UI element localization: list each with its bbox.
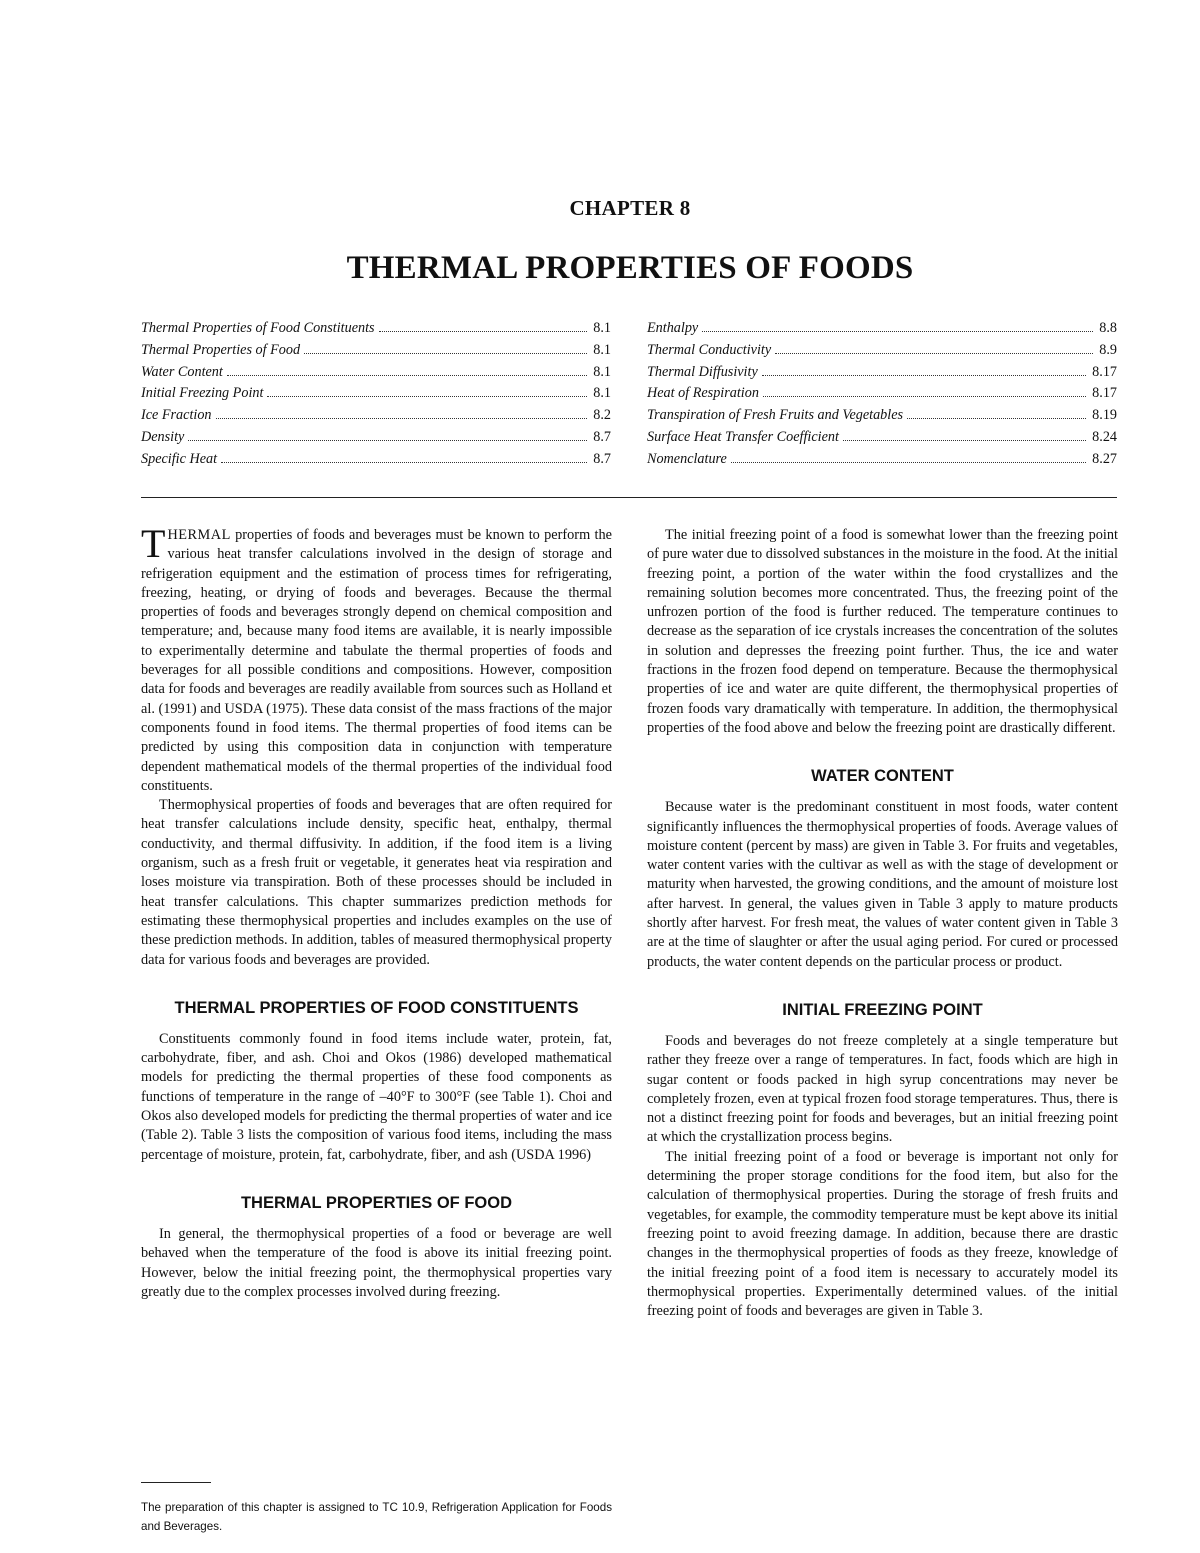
toc-entry-page: 8.2 [593, 407, 611, 424]
toc-entry-page: 8.8 [1099, 320, 1117, 336]
toc-entry[interactable] [141, 407, 611, 429]
toc-entry[interactable] [647, 429, 1117, 451]
toc-entry-title: Heat of Respiration [647, 385, 759, 402]
toc-entry-page: 8.9 [1099, 341, 1117, 358]
toc-entry-page: 8.1 [593, 363, 611, 380]
body-paragraph: Foods and beverages do not freeze completely at a single temperature but rather they freeze over a range of temperatures. In fact, foods which are high in sugar content or foods packed in high syrup concentrations may never be completely frozen, even at typical frozen food storage temperatures. Thus, there is not a distinct freezing point for foods and beverages, but an initial freezing point at which the crystallization process begins. [647, 1032, 1118, 1146]
toc-entry-title: Transpiration of Fresh Fruits and Vegetables [647, 407, 904, 424]
chapter-label: CHAPTER 8 [569, 196, 691, 220]
body-paragraph: Thermophysical properties of foods and beverages that are often required for heat transfer calculations include density, specific heat, enthalpy, thermal conductivity, and thermal diffusivity. In addition, if the food item is a living organism, such as a fresh fruit or vegetable, it generates heat via respiration and loses moisture via transpiration. Both of these processes should be included in heat transfer calculations. This chapter summarizes prediction methods for estimating these thermophysical properties and includes examples on the use of these prediction methods. In addition, tables of measured thermophysical property data for various foods and beverages are provided. [141, 797, 612, 968]
chapter-title: THERMAL PROPERTIES OF FOODS [346, 250, 914, 286]
section-heading: INITIAL FREEZING POINT [782, 1000, 983, 1019]
footnote-divider [141, 1482, 211, 1483]
toc-entry[interactable] [647, 407, 1117, 429]
toc-leader [221, 462, 587, 463]
toc-leader [907, 418, 1086, 419]
toc-entry[interactable] [647, 320, 1117, 342]
body-paragraph: The initial freezing point of a food is somewhat lower than the freezing point of pure water due to dissolved substances in the moisture in the food. At the initial freezing point, a portion of the water within the food crystallizes and the remaining solution becomes more concentrated. Thus, the freezing point of the unfrozen portion of the food is further reduced. The temperature continues to decrease as the separation of ice crystals increases the concentration of the solutes in solution and depresses the freezing point further. Thus, the ice and water fractions in the frozen food depend on temperature. Because the thermophysical properties of ice and water are quite different, the thermophysical properties of frozen foods vary dramatically with temperature. In addition, the thermophysical properties of the food above and below the freezing point are drastically different. [647, 527, 1118, 736]
toc-entry-title: Water Content [141, 363, 223, 380]
intro-lead-word: HERMAL [167, 527, 231, 543]
toc-entry-page: 8.24 [1092, 428, 1117, 445]
toc-leader [227, 375, 587, 376]
toc-leader [731, 462, 1086, 463]
toc-entry[interactable] [647, 385, 1117, 407]
toc-entry-page: 8.27 [1092, 450, 1117, 467]
left-column [141, 521, 612, 1302]
section-heading: THERMAL PROPERTIES OF FOOD CONSTITUENTS [174, 998, 579, 1017]
toc-entry-page: 8.1 [593, 385, 611, 402]
body-paragraph: In general, the thermophysical properties of a food or beverage are well behaved when the temperature of the food is above its initial freezing point. However, below the initial freezing point, the thermophysical properties vary greatly due to the complex processes involved during freezing. [141, 1225, 612, 1300]
toc-entry-page: 8.19 [1092, 407, 1117, 424]
toc-leader [843, 440, 1086, 441]
footnote: The preparation of this chapter is assigned to TC 10.9, Refrigeration Application for Foods and Beverages. [141, 1501, 612, 1533]
toc-entry-title: Nomenclature [647, 450, 727, 467]
toc-entry[interactable] [647, 342, 1117, 364]
intro-text: properties of foods and beverages must be known to perform the various heat transfer calculations involved in the design of storage and refrigeration equipment and the estimation of process times for refrigerating, freezing, heating, or drying of foods and beverages. Because the thermal properties of foods and beverages strongly depend on chemical composition and temperature; and, because many food items are available, it is nearly impossible to experimentally determine and tabulate the thermal properties of foods and beverages for all possible conditions and compositions. However, composition data for foods and beverages are readily available from sources such as Holland et al. (1991) and USDA (1975). These data consist of the mass fractions of the major components found in food items. The thermal properties of food items can be predicted by using this composition data in conjunction with temperature dependent mathematical models of the thermal properties of the individual food constituents. [141, 527, 612, 794]
toc-entry[interactable] [141, 429, 611, 451]
section-heading: WATER CONTENT [811, 767, 954, 786]
toc-entry-title: Specific Heat [141, 450, 218, 467]
toc-entry-title: Surface Heat Transfer Coefficient [647, 428, 839, 445]
toc-leader [763, 396, 1086, 397]
toc-entry-title: Thermal Conductivity [647, 341, 772, 358]
toc-entry[interactable] [141, 385, 611, 407]
toc-entry[interactable] [141, 451, 611, 473]
toc-entry[interactable] [141, 364, 611, 386]
toc-entry-page: 8.7 [593, 450, 611, 467]
toc-entry-title: Enthalpy [647, 320, 699, 336]
toc-right [647, 320, 1117, 473]
toc-entry-title: Thermal Properties of Food [141, 341, 301, 358]
toc-left [141, 320, 611, 473]
toc-leader [775, 353, 1093, 354]
toc-entry-page: 8.1 [593, 341, 611, 358]
body-paragraph: The initial freezing point of a food or beverage is important not only for determining the proper storage conditions for the food item, but also for the calculation of thermophysical properties. During the storage of fresh fruits and vegetables, for example, the commodity temperature must be kept above its initial freezing point to avoid freezing damage. In addition, because there are drastic changes in the thermophysical properties of foods as they freeze, knowledge of the initial freezing point of a food item is necessary to accurately model its thermophysical properties. Experimentally determined values. of the initial freezing point of foods and beverages are given in Table 3. [647, 1148, 1118, 1320]
toc-entry-page: 8.17 [1092, 385, 1117, 402]
toc-leader [762, 375, 1086, 376]
toc-entry[interactable] [141, 320, 611, 342]
toc-leader [379, 331, 588, 332]
toc-entry-title: Thermal Properties of Food Constituents [141, 320, 375, 336]
drop-cap: T [141, 521, 166, 566]
right-column [647, 526, 1118, 1321]
intro-paragraph [141, 521, 612, 796]
toc-entry-title: Thermal Diffusivity [647, 363, 758, 380]
toc-entry-page: 8.7 [593, 428, 611, 445]
toc-leader [702, 331, 1093, 332]
body-paragraph: Because water is the predominant constituent in most foods, water content significantly influences the thermophysical properties of foods. Average values of moisture content (percent by mass) are given in Table 3. For fruits and vegetables, water content varies with the cultivar as well as with the stage of development or maturity when harvested, the growing conditions, and the amount of moisture lost after harvest. In general, the values given in Table 3 apply to mature products shortly after harvest. For fresh meat, the values of water content given in Table 3 are at the time of slaughter or after the usual aging period. For cured or processed products, the water content depends on the particular process or product. [647, 799, 1118, 970]
toc-leader [304, 353, 587, 354]
toc-entry[interactable] [647, 451, 1117, 473]
body-paragraph: Constituents commonly found in food items include water, protein, fat, carbohydrate, fiber, and ash. Choi and Okos (1986) developed mathematical models for predicting the thermal properties of these food components as functions of temperature in the range of –40°F to 300°F (see Table 1). Choi and Okos also developed models for predicting the thermal properties of water and ice (Table 2). Table 3 lists the composition of various food items, including the mass percentage of moisture, protein, fat, carbohydrate, fiber, and ash (USDA 1996) [141, 1030, 612, 1163]
toc-entry-page: 8.1 [593, 320, 611, 336]
toc-entry-title: Ice Fraction [141, 407, 212, 424]
toc-entry-title: Density [141, 428, 185, 445]
toc-leader [267, 396, 587, 397]
toc-entry[interactable] [647, 364, 1117, 386]
toc-entry[interactable] [141, 342, 611, 364]
header-divider [141, 497, 1117, 498]
toc-leader [188, 440, 587, 441]
toc-entry-page: 8.17 [1092, 363, 1117, 380]
toc-entry-title: Initial Freezing Point [141, 385, 264, 402]
toc-leader [216, 418, 588, 419]
section-heading: THERMAL PROPERTIES OF FOOD [240, 1193, 513, 1212]
